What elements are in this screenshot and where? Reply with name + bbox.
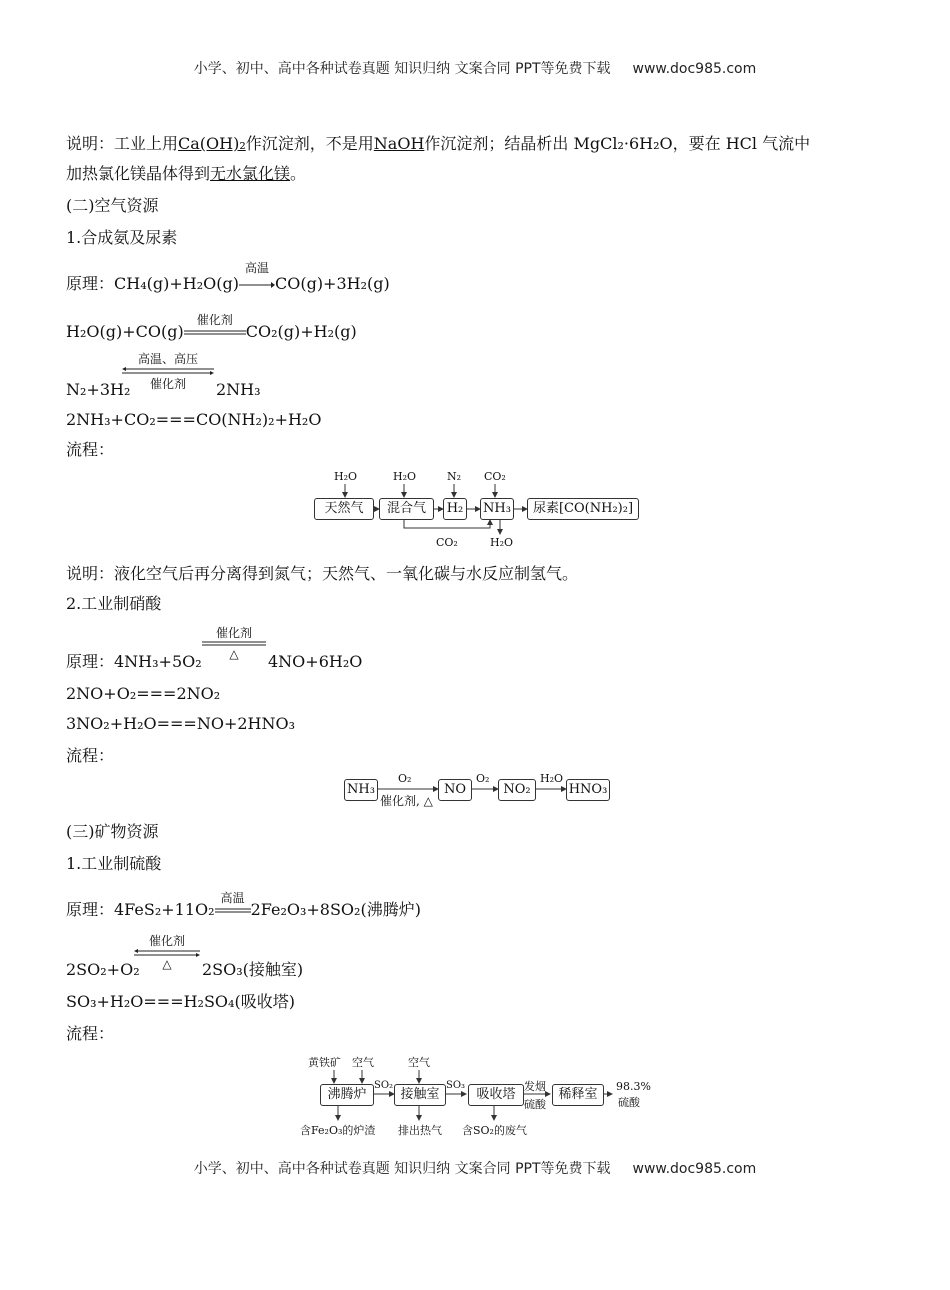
para1-line2 <box>66 164 306 184</box>
flow3-box-absorber: 吸收塔 <box>468 1084 524 1106</box>
sec3-eq1-cond: 高温 <box>220 890 245 905</box>
header-text: 小学、初中、高中各种试卷真题 知识归纳 文案合同 PPT等免费下载 <box>193 61 611 77</box>
para1-text-d: 加热氯化镁晶体得到 <box>66 164 211 183</box>
sec2-note: 说明：液化空气后再分离得到氮气；天然气、一氧化碳与水反应制氢气。 <box>66 564 579 583</box>
sec2-eq4: 2NH₃+CO₂===CO(NH₂)₂+H₂O <box>66 410 322 429</box>
sec2-eq3-cond-top: 高温、高压 <box>137 352 198 366</box>
sec3-eq1-left: 原理：4FeS₂+11O₂ <box>66 900 215 919</box>
flow1-box-mixed-gas: 混合气 <box>379 498 434 520</box>
flow3-fuming-bottom: 硫酸 <box>524 1098 546 1111</box>
para1-underline-caoh2: Ca(OH)₂ <box>178 134 246 153</box>
sec3-title: (三)矿物资源 <box>66 822 159 841</box>
sec2-eq3-right: 2NH₃ <box>216 380 261 399</box>
page-footer <box>0 1158 950 1178</box>
flow1-output-co2: CO₂ <box>436 536 458 549</box>
sec3-eq2-reversible <box>134 932 200 971</box>
flow3-input-air-2: 空气 <box>408 1056 430 1069</box>
flow1-box-natural-gas: 天然气 <box>314 498 374 520</box>
sec3-sub1: 1.工业制硫酸 <box>66 854 162 873</box>
sec2-eq1-right: CO(g)+3H₂(g) <box>274 274 390 293</box>
sec2-eq6: 2NO+O₂===2NO₂ <box>66 684 221 703</box>
sec3-eq1-right: 2Fe₂O₃+8SO₂(沸腾炉) <box>250 900 421 919</box>
sec2-eq1 <box>66 260 390 294</box>
flow2-arrow1-bottom: 催化剂, △ <box>380 794 433 808</box>
header-site[interactable]: www.doc985.com <box>632 61 757 77</box>
sec2-eq3-left: N₂+3H₂ <box>66 380 131 399</box>
flow1-box-nh3: NH₃ <box>480 498 514 520</box>
flow2-box-no: NO <box>438 779 472 801</box>
flow3-output-waste-gas: 含SO₂的废气 <box>462 1124 527 1137</box>
footer-text: 小学、初中、高中各种试卷真题 知识归纳 文案合同 PPT等免费下载 <box>193 1161 611 1177</box>
sec2-eq2-right: CO₂(g)+H₂(g) <box>245 322 357 341</box>
flow1-input-n2: N₂ <box>447 470 462 483</box>
sec2-sub1: 1.合成氨及尿素 <box>66 228 178 247</box>
sec3-eq2-left: 2SO₂+O₂ <box>66 960 140 979</box>
flow2-arrow2-top: O₂ <box>476 772 490 785</box>
flow3-input-pyrite: 黄铁矿 <box>308 1056 341 1069</box>
sec2-eq5-left: 原理：4NH₃+5O₂ <box>66 652 202 671</box>
sec2-eq2 <box>66 312 357 342</box>
para1-text-c: 作沉淀剂；结晶析出 MgCl₂·6H₂O，要在 HCl 气流中 <box>424 134 811 153</box>
flow3-product-top: 98.3% <box>616 1080 651 1093</box>
flow1-input-co2: CO₂ <box>484 470 506 483</box>
flow1-input-h2o-1: H₂O <box>334 470 358 483</box>
sec3-eq2-cond-bottom: △ <box>162 957 172 971</box>
flow3-input-air-1: 空气 <box>352 1056 374 1069</box>
sec3-eq3: SO₃+H₂O===H₂SO₄(吸收塔) <box>66 992 295 1011</box>
para1-text-e: 。 <box>290 164 307 183</box>
flow-nitric-acid <box>340 770 620 810</box>
flow1-input-h2o-2: H₂O <box>393 470 417 483</box>
page-header <box>0 58 950 78</box>
flow1-box-urea: 尿素[CO(NH₂)₂] <box>527 498 639 520</box>
flow3-product-bottom: 硫酸 <box>618 1096 640 1109</box>
sec3-eq1-equals <box>215 890 251 914</box>
flow2-box-nh3: NH₃ <box>344 779 378 801</box>
flow3-fuming-top: 发烟 <box>524 1080 546 1093</box>
flow3-output-hot-gas: 排出热气 <box>398 1124 442 1137</box>
footer-site[interactable]: www.doc985.com <box>632 1161 757 1177</box>
flow3-output-slag: 含Fe₂O₃的炉渣 <box>300 1124 376 1137</box>
para1-underline-mgcl2: 无水氯化镁 <box>210 164 291 183</box>
sec2-title: (二)空气资源 <box>66 196 159 215</box>
sec2-eq5-cond-bottom: △ <box>229 647 239 661</box>
sec2-eq7: 3NO₂+H₂O===NO+2HNO₃ <box>66 714 296 733</box>
flow-sulfuric-acid <box>296 1050 666 1140</box>
sec2-eq1-left: 原理：CH₄(g)+H₂O(g) <box>66 274 239 293</box>
sec2-sub2: 2.工业制硝酸 <box>66 594 162 613</box>
sec2-eq3-arrows <box>122 367 214 375</box>
sec3-flow-label: 流程： <box>66 1024 115 1043</box>
flow2-arrow1-top: O₂ <box>398 772 412 785</box>
flow3-arrow-so3: SO₃ <box>446 1080 466 1091</box>
sec2-eq1-arrow <box>239 260 275 290</box>
para1-text-a: 说明：工业上用 <box>66 134 179 153</box>
sec2-flow-label2: 流程： <box>66 746 115 765</box>
flow-ammonia-urea <box>300 466 660 556</box>
flow2-box-no2: NO₂ <box>498 779 536 801</box>
sec2-eq5-right: 4NO+6H₂O <box>268 652 363 671</box>
sec2-eq3-reversible <box>122 350 214 392</box>
flow3-box-furnace: 沸腾炉 <box>320 1084 374 1106</box>
sec2-flow-label: 流程： <box>66 440 115 459</box>
flow3-box-diluter: 稀释室 <box>552 1084 604 1106</box>
sec2-eq2-cond: 催化剂 <box>196 312 233 327</box>
flow1-box-h2: H₂ <box>443 498 467 520</box>
sec3-eq2-right: 2SO₃(接触室) <box>202 960 304 979</box>
flow1-output-h2o: H₂O <box>490 536 514 549</box>
flow2-box-hno3: HNO₃ <box>566 779 610 801</box>
flow2-arrow3-top: H₂O <box>540 772 564 785</box>
sec3-eq2-arrows <box>134 949 200 957</box>
para1-line1 <box>66 134 810 154</box>
sec2-eq2-left: H₂O(g)+CO(g) <box>66 322 184 341</box>
para1-text-b: 作沉淀剂，不是用 <box>245 134 374 153</box>
sec3-eq2-cond-top: 催化剂 <box>148 934 185 948</box>
sec2-eq2-equals <box>184 312 246 336</box>
sec2-eq5-cond-top: 催化剂 <box>215 626 252 640</box>
sec2-eq1-cond: 高温 <box>244 260 269 275</box>
sec3-eq1 <box>66 890 421 920</box>
flow3-arrow-so2: SO₂ <box>374 1080 394 1091</box>
sec2-eq3-cond-bottom: 催化剂 <box>149 377 186 391</box>
para1-underline-naoh: NaOH <box>373 134 425 153</box>
sec2-eq5-cond <box>202 624 266 661</box>
flow3-box-contact: 接触室 <box>394 1084 446 1106</box>
